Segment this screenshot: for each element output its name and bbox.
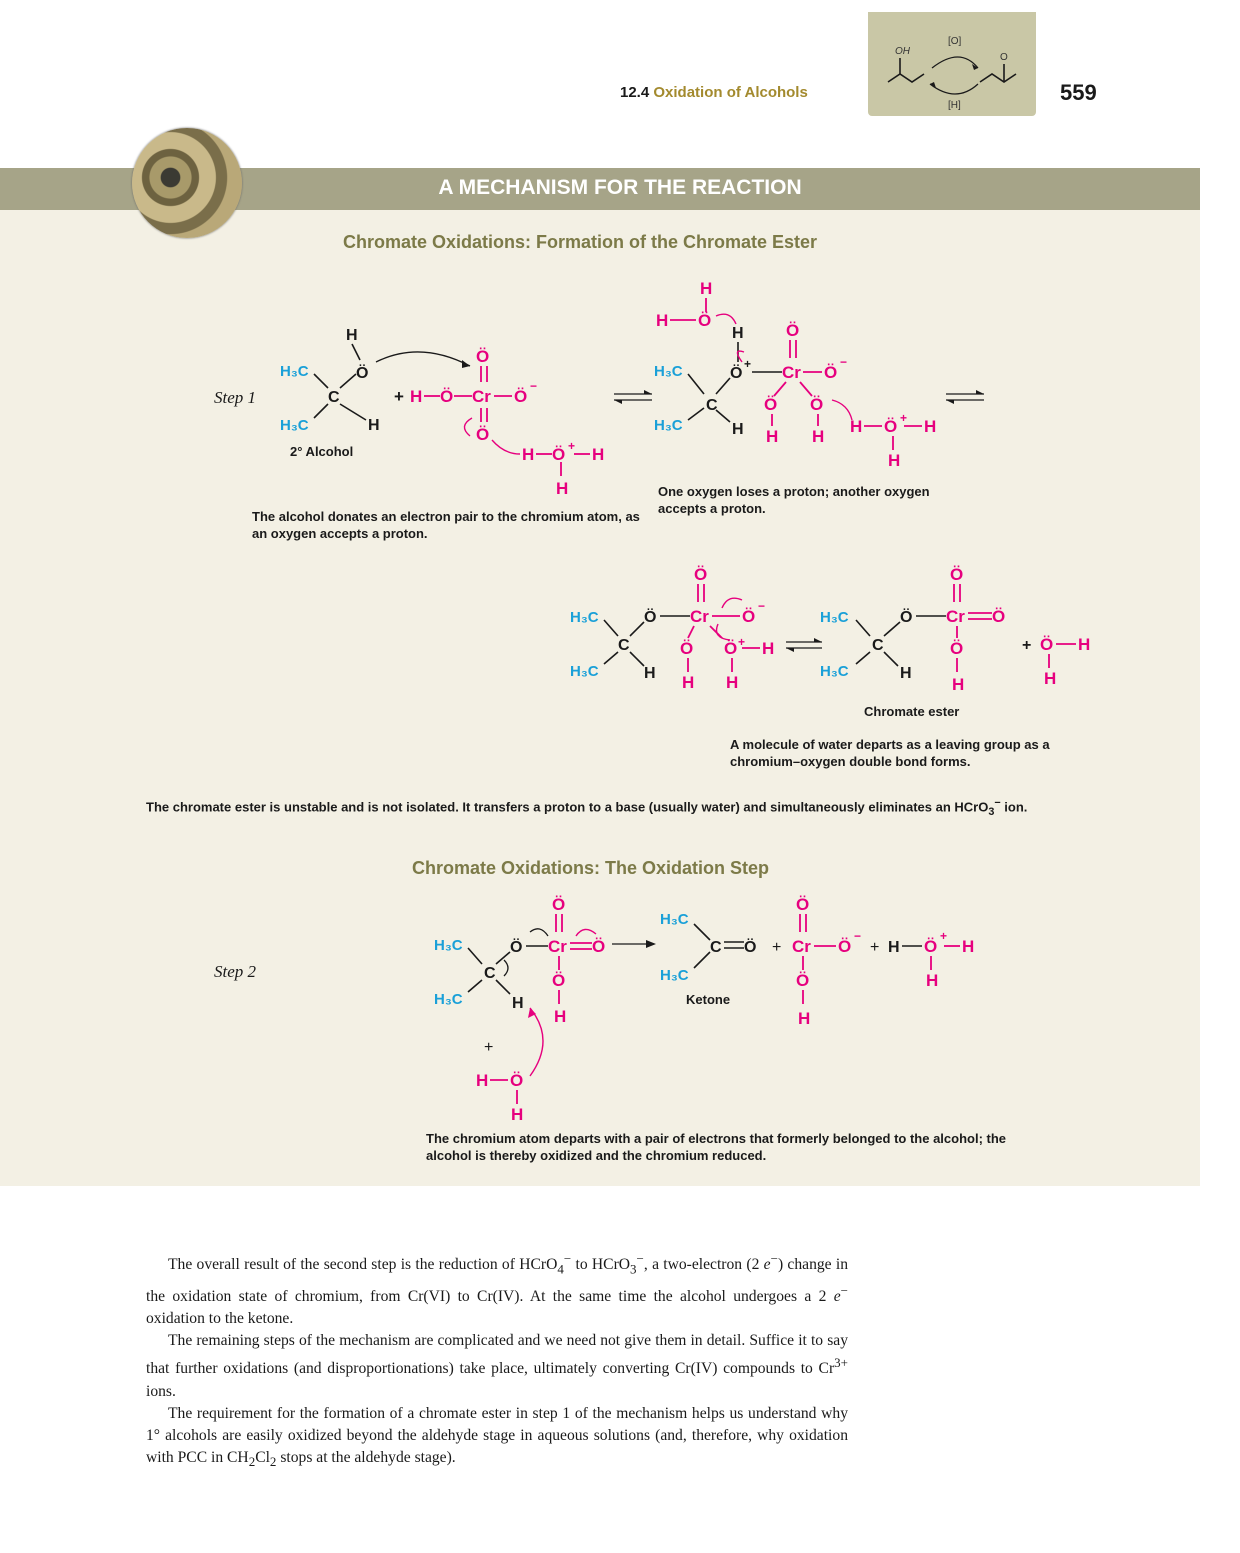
hydrogen-label: H [798,1009,811,1028]
oxygen-label: Ö [514,387,528,406]
chromium-label: Cr [946,607,965,626]
equilibrium-arrow [614,390,652,404]
intermediate-oxonium [654,279,936,470]
text-run: stops at the aldehyde stage). [276,1448,456,1466]
chromium-label: Cr [782,363,801,382]
oxygen-label: Ö [742,607,756,626]
methyl-label: H₃C [570,609,599,626]
caption-ester-note-end: ion. [1000,799,1028,815]
thumb-red-label: [H] [948,100,961,111]
step2-label: Step 2 [214,962,257,981]
chromium-label: Cr [548,937,567,956]
ketone [660,911,756,984]
thumb-ox-label: [O] [948,36,962,47]
hydrogen-label: H [644,665,656,682]
oxygen-label: Ö [786,321,800,340]
charge-minus: − [530,379,538,393]
methyl-label: H₃C [660,911,689,928]
hydrogen-label: H [926,971,939,990]
carbon-label: C [618,637,630,654]
equilibrium-arrow [786,638,822,652]
caption-ester-note-sup: − [994,797,1001,809]
methyl-label: H₃C [280,363,309,380]
hydrogen-label: H [554,1007,567,1026]
charge-minus: − [854,929,862,943]
methyl-label: H₃C [570,663,599,680]
text-run: ) change in the oxidation state of chromium, from Cr(VI) to Cr(IV). At the same time the alcohol undergoes a 2 [146,1256,849,1306]
oxygen-label: Ö [730,365,743,382]
chromate-ester-label: Chromate ester [864,704,960,719]
hydrogen-label: H [476,1071,489,1090]
charge-plus: + [940,929,948,943]
hydrogen-label: H [762,639,775,658]
plus-sign: + [870,939,880,956]
oxygen-label: Ö [724,639,738,658]
oxygen-label: Ö [764,395,778,414]
secondary-alcohol [280,327,380,434]
methyl-label: H₃C [654,417,683,434]
subscript: 4 [557,1261,564,1277]
oxidation-thumbnail-icon [868,12,1036,116]
hydrogen-label: H [700,279,713,298]
text-run: oxidation to the ketone. [146,1310,294,1328]
oxygen-label: Ö [796,971,810,990]
hydronium [888,929,974,990]
section-title: Oxidation of Alcohols [653,84,808,101]
chromium-label: Cr [472,387,491,406]
step1-scheme [0,270,1200,719]
superscript: − [840,1283,848,1299]
oxygen-label: Ö [552,895,566,914]
plus-sign: + [1022,637,1032,654]
hydrogen-label: H [726,673,739,692]
text-run: , a two-electron (2 [643,1256,764,1274]
hydrogen-label: H [888,451,901,470]
banner-title: A MECHANISM FOR THE REACTION [438,176,802,199]
intermediate-protonated-ester [570,565,774,692]
caption-step1c: A molecule of water departs as a leaving group as a chromium–oxygen double bond forms. [730,737,1050,769]
charge-plus: + [568,439,576,453]
section-number: 12.4 [620,84,650,101]
hydrogen-label: H [511,1105,524,1124]
hydrogen-label: H [962,937,975,956]
oxygen-label: Ö [824,363,838,382]
oxygen-label: Ö [476,425,490,444]
hydrogen-label: H [766,427,779,446]
oxygen-label: Ö [680,639,694,658]
methyl-label: H₃C [820,609,849,626]
methyl-label: H₃C [434,991,463,1008]
hydrogen-label: H [732,421,744,438]
hydrogen-label: H [592,445,605,464]
text-run: The overall result of the second step is the reduction of HCrO [168,1256,558,1274]
superscript: − [636,1251,644,1266]
oxygen-label: Ö [744,939,757,956]
step1-label: Step 1 [214,388,257,407]
caption-step1b: One oxygen loses a proton; another oxygen accepts a proton. [658,484,930,516]
oxygen-label: Ö [644,609,657,626]
oxygen-label: Ö [552,971,566,990]
hydrogen-label: H [812,427,825,446]
water [1022,635,1090,688]
charge-plus: + [900,411,908,425]
hydrogen-label: H [1078,635,1091,654]
oxygen-label: Ö [476,347,490,366]
subhead-oxidation: Chromate Oxidations: The Oxidation Step [412,858,770,878]
subscript: 2 [248,1453,256,1469]
superscript: − [563,1251,572,1266]
methyl-label: H₃C [280,417,309,434]
electron-symbol: e [763,1256,771,1274]
hydrogen-label: H [410,387,423,406]
oxygen-label: Ö [698,311,712,330]
text-run: The requirement for the formation of a chromate ester in step 1 of the mechanism helps us understand why 1° alcohols are easily oxidized beyond the aldehyde stage in aqueous solutions (and, therefore, why oxidation with PCC in CH [146,1404,848,1466]
methyl-label: H₃C [820,663,849,680]
oxygen-label: Ö [592,937,606,956]
caption-ester-note-sub: 3 [988,805,995,818]
charge-minus: − [758,599,766,613]
hydrogen-label: H [850,417,863,436]
methyl-label: H₃C [660,967,689,984]
reaction-arrow [612,940,656,948]
plus-sign: + [484,1039,494,1056]
hydrogen-label: H [656,311,669,330]
alcohol-label: 2° Alcohol [290,444,354,459]
oxygen-label: Ö [950,565,964,584]
plus-sign: + [772,939,782,956]
methyl-label: H₃C [654,363,683,380]
text-run: to HCrO [571,1256,631,1274]
oxygen-label: Ö [440,387,454,406]
text-run: Cl [255,1448,270,1466]
hydronium [522,439,604,498]
oxygen-label: Ö [510,1071,524,1090]
hydrogen-label: H [732,325,744,342]
caption-step2: The chromium atom departs with a pair of electrons that formerly belonged to the alcohol; the alcohol is thereby oxidized and the chromium reduced. [426,1131,1007,1163]
oxygen-label: Ö [552,445,566,464]
hydrogen-label: H [924,417,937,436]
oxygen-label: Ö [924,937,938,956]
charge-minus: − [840,355,848,369]
oxygen-label: Ö [796,895,810,914]
text-run: The remaining steps of the mechanism are complicated and we need not give them in detail. Suffice it to say that further oxidations (and disproportionations) take place, ultimately converting Cr(IV) compounds to Cr [146,1332,848,1378]
equilibrium-arrow [946,390,984,404]
oxygen-label: Ö [694,565,708,584]
water-base [476,1008,543,1124]
hydrogen-label: H [346,327,358,344]
charge-plus: + [738,635,746,649]
electron-symbol: e [833,1288,841,1306]
oxygen-label: Ö [838,937,852,956]
paragraph [146,1403,848,1473]
thumb-oh-label: OH [895,46,910,57]
oxygen-label: Ö [810,395,824,414]
subscript: 3 [630,1261,637,1277]
subscript: 2 [269,1453,277,1469]
subhead-formation: Chromate Oxidations: Formation of the Chromate Ester [343,232,818,252]
hydrogen-label: H [682,673,695,692]
superscript: 3+ [834,1355,848,1371]
chromate-ester [434,895,605,1026]
oxygen-label: Ö [950,639,964,658]
hydrogen-label: H [952,675,965,694]
running-head [620,84,808,101]
chromium-label: Cr [690,607,709,626]
caption-ester-note [146,795,1076,821]
caption-ester-note-main: The chromate ester is unstable and is not isolated. It transfers a proton to a base (usually water) and simultaneously eliminates an HCrO [146,799,989,815]
oxygen-label: Ö [356,365,369,382]
chromate-ester [820,565,1005,694]
carbon-label: C [710,939,722,956]
methyl-label: H₃C [434,937,463,954]
carbon-label: C [706,397,718,414]
carbon-label: C [484,965,496,982]
caption-step1a: The alcohol donates an electron pair to the chromium atom, as an oxygen accepts a proton. [252,509,640,541]
hydrogen-label: H [1044,669,1057,688]
oxygen-label: Ö [884,417,898,436]
oxygen-label: Ö [992,607,1006,626]
oxygen-label: Ö [900,609,913,626]
step2-scheme [0,890,1200,1130]
body-text [146,1248,848,1473]
text-run: ions. [146,1382,176,1400]
paragraph [146,1330,848,1402]
hydrogen-label: H [888,939,900,956]
carbon-label: C [872,637,884,654]
oxygen-label: Ö [1040,635,1054,654]
thumb-tab [868,12,1036,116]
charge-plus: + [744,357,752,371]
hydrogen-label: H [368,417,380,434]
chromium-label: Cr [792,937,811,956]
page-number: 559 [1060,80,1097,105]
paragraph [146,1248,848,1330]
ketone-label: Ketone [686,992,731,1007]
hydrogen-label: H [512,995,524,1012]
carbon-label: C [328,389,340,406]
hydrogen-label: H [556,479,569,498]
hydrogen-label: H [900,665,912,682]
oxygen-label: Ö [510,939,523,956]
hcro3-ion [792,895,861,1028]
thumb-o-label: O [1000,52,1008,63]
hydrogen-label: H [522,445,535,464]
superscript: − [770,1251,778,1266]
plus-sign: + [394,387,404,406]
